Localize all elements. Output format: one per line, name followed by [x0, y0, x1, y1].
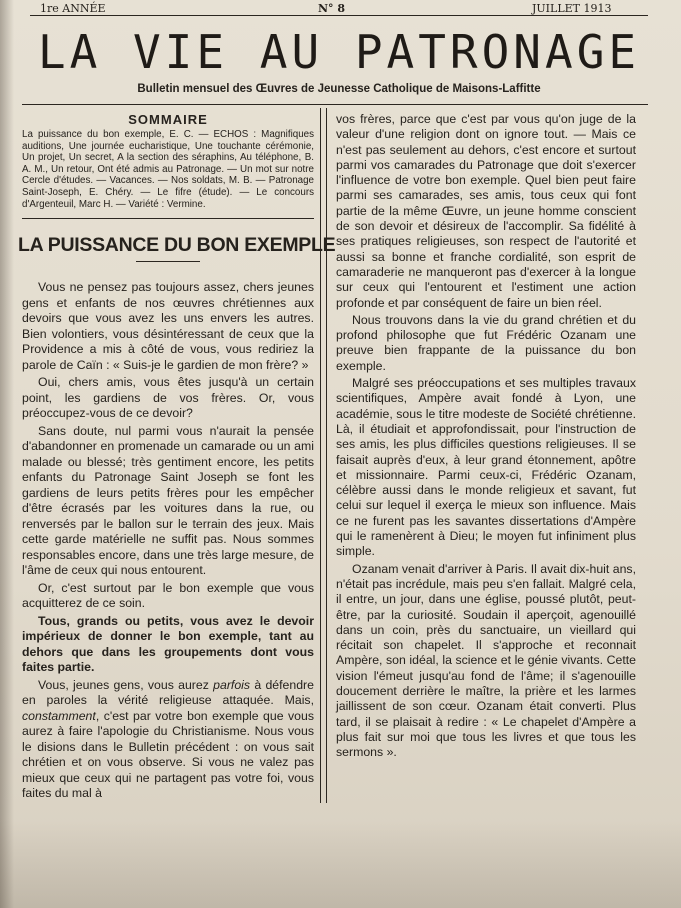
issue-number: N° 8 [318, 2, 346, 15]
article-paragraph-emphasis: Tous, grands ou petits, vous avez le devoir impérieux de donner le bon exemple, tant au dehors que dans les groupements dont vous faites partie. [22, 613, 314, 675]
article-paragraph: vos frères, parce que c'est par vous qu'on juge de la valeur d'une religion dont on ignore tout. — Mais ce n'est pas seulement au dehors, c'est encore et surtout parmi vos camarades du Patronage que doit s'exercer l'influence de votre bon exemple. Quel bien peut faire parmi ses camarades, ses amis, tous ceux qui font partie de la même Œuvre, un jeune homme conscient de son devoir et désireux de l'accomplir. Sa fidélité à ses pratiques religieuses, son respect de l'autorité et aussi sa bonne et franche cordialité, son esprit de camaraderie ne manqueront pas d'exercer à la longue sur ceux qui l'entourent et l'estiment une action profonde et par conséquent de faire un bien réel. [336, 112, 636, 310]
article-paragraph: Malgré ses préoccupations et ses multiples travaux scientifiques, Ampère avait fondé à Lyon, une académie, sous le titre modeste de Société chrétienne. Là, il étudiait et approfondissait, pour l'instruction de ses amis, les plus difficiles questions religieuses. Il se faisait auprès d'eux, à leur grand étonnement, apôtre et missionnaire. Parmi ceux-ci, Frédéric Ozanam, célèbre aussi dans le monde religieux et savant, fut celui sur lequel il exerça le mieux son influence. Mais ce ne furent pas les savantes dissertations d'Ampère qui le ramenèrent à Dieu; le moyen fut infiniment plus simple. [336, 376, 636, 559]
masthead-title: LA VIE AU PATRONAGE [37, 25, 641, 79]
issue-date: JUILLET 1913 [532, 2, 612, 15]
column-divider-left [320, 108, 321, 803]
masthead-rule [22, 104, 648, 105]
left-column [18, 112, 336, 804]
issue-year: 1re ANNÉE [40, 2, 106, 15]
article-paragraph: Oui, chers amis, vous êtes jusqu'à un certain point, les gardiens de vos frères. Or, vous préoccupez-vous de ce devoir? [22, 375, 314, 421]
page-edge-shadow [0, 0, 14, 908]
title-underline [136, 261, 200, 262]
summary-heading: SOMMAIRE [128, 112, 208, 127]
article-paragraph: Or, c'est surtout par le bon exemple que vous acquitterez de ce soin. [22, 580, 314, 611]
column-divider-right [326, 108, 327, 803]
article-paragraph: Ozanam venait d'arriver à Paris. Il avait dix-huit ans, n'était pas incrédule, mais peu s'en fallait. Malgré cela, il entre, un jour, dans une église, poussé plutôt, peut-être, par la curiosité. Soudain il aperçoit, agenouillé dans un coin, près du sanctuaire, un vieillard qui récitait son chapelet. Il s'approche et reconnait Ampère, son idéal, la science et le génie vivants. Cette vision l'émeut jusqu'au fond de l'âme; il s'agenouille doucement derrière le maître, la prière et les larmes jaillissent de son cœur. Ozanam était converti. Plus tard, il se plaisait à redire : « Le chapelet d'Ampère a plus fait sur moi que tous les livres et que tous les sermons ». [336, 561, 636, 760]
masthead-subtitle: Bulletin mensuel des Œuvres de Jeunesse Catholique de Maisons-Laffitte [137, 83, 541, 95]
section-rule [22, 218, 314, 219]
italic-run: parfois [213, 677, 251, 692]
article-title: LA PUISSANCE DU BON EXEMPLE [18, 234, 336, 257]
text-run: Vous, jeunes gens, vous aurez [38, 677, 214, 692]
top-rule [30, 15, 648, 16]
article-paragraph: Nous trouvons dans la vie du grand chrétien et du profond philosophe que fut Frédéric Ozanam une preuve bien frappante de la puissance du bon exemple. [336, 312, 636, 373]
article-paragraph: Vous ne pensez pas toujours assez, chers jeunes gens et enfants de nos œuvres chrétiennes aux devoirs que vous avez les uns envers les autres. Bien volontiers, vous désintéressant de ceux que la Providence a mis à côté de vous, vous rediriez la parole de Caïn : « Suis-je le gardien de mon frère? » [22, 280, 314, 372]
text-run: , c'est par votre bon exemple que vous aurez à faire l'apologie du Christianisme. Nous vous le disions dans le Bulletin précédent : on vous sait chrétien et on vous observe. Si vous ne valez pas mieux que ceux qui ne partagent pas votre foi, vous faites du mal à [22, 708, 314, 801]
text-run: à défendre en paroles la vérité religieuse attaquée. Mais, [22, 677, 314, 708]
summary-text: La puissance du bon exemple, E. C. — ECHOS : Magnifiques auditions, Une journée eucharistique, Une touchante cérémonie, Un projet, Un secret, A la section des séraphins, Au téléphone, B. A. M., Un retour, Ont été admis au Patronage. — Un mot sur notre Cercle d'études. — Vacances. — Nos soldats, M. B. — Patronage Saint-Joseph, E. Chéry. — Le fifre (étude). — Le concours d'Argenteuil, Marc H. — Variété : Vermine. [22, 129, 314, 210]
article-paragraph [22, 678, 314, 802]
article-paragraph: Sans doute, nul parmi vous n'aurait la pensée d'abandonner en promenade un camarade ou un ami malade ou blessé; très gentiment encore, les petits enfants du Patronage Saint Joseph se font les gardiens de leurs petits frères pour les empêcher d'être écrasés par les voitures dans la rue, ou renversés par le ballon sur le terrain des jeux. Mais cette garde matérielle ne suffit pas. Nous sommes responsables encore, dans une très large mesure, de l'âme de ceux qui nous entourent. [22, 423, 314, 578]
right-column [336, 112, 636, 762]
italic-run: constamment [22, 708, 96, 723]
paper-shadow [0, 820, 681, 908]
